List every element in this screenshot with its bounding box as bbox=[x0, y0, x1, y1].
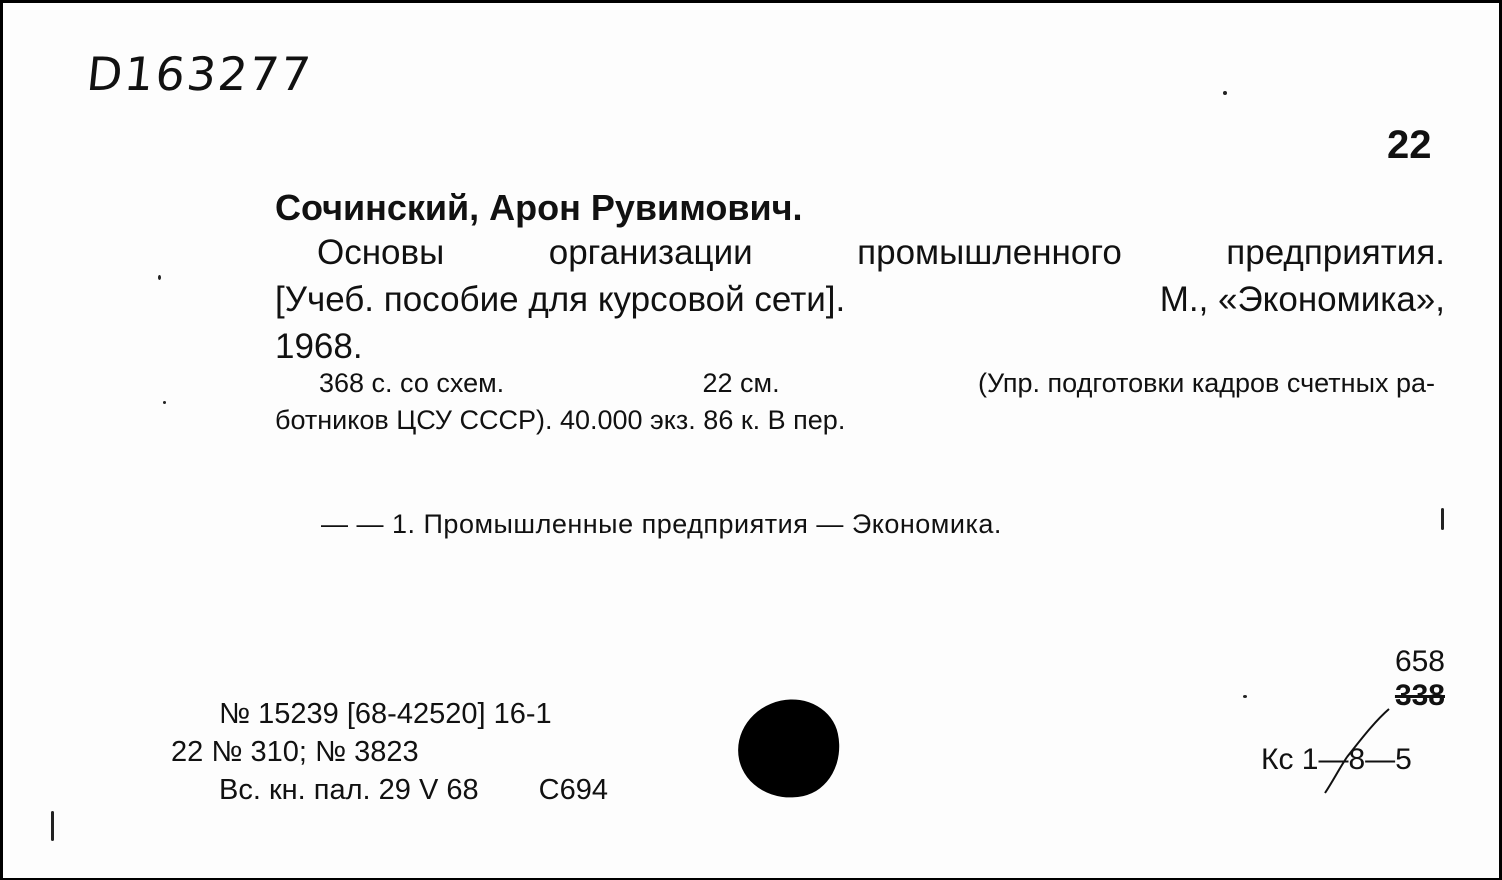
print-code: С694 bbox=[538, 774, 608, 806]
series-note: (Упр. подготовки кадров счетных ра- bbox=[977, 368, 1435, 398]
footer-block bbox=[171, 695, 608, 809]
title-word: организации bbox=[548, 233, 753, 272]
dust-speck bbox=[158, 275, 161, 280]
pen-stroke-mark bbox=[1319, 707, 1399, 797]
publication-year: 1968. bbox=[275, 327, 363, 366]
dust-speck bbox=[1243, 695, 1247, 698]
dust-speck bbox=[163, 401, 166, 404]
shelf-code: Кс 1—8—5 bbox=[1261, 743, 1412, 776]
author-heading: Сочинский, Арон Рувимович. bbox=[275, 187, 803, 228]
footer-line-1: № 15239 [68-42520] 16-1 bbox=[219, 698, 552, 730]
dust-speck bbox=[51, 811, 54, 841]
call-number: 22 bbox=[1387, 123, 1432, 167]
subject-heading: — — 1. Промышленные предприятия — Экономика. bbox=[321, 509, 1002, 539]
shelf-number: 658 bbox=[1394, 645, 1445, 678]
title-line-2 bbox=[275, 276, 1445, 323]
title-line-1 bbox=[275, 229, 1445, 276]
description-line-1 bbox=[275, 365, 1435, 402]
ink-blot bbox=[729, 690, 849, 807]
title-word: Основы bbox=[317, 233, 445, 272]
footer-line-2: 22 № 310; № 3823 bbox=[171, 736, 419, 768]
title-word: предприятия. bbox=[1226, 233, 1445, 272]
registry-date: Вс. кн. пал. 29 V 68 bbox=[219, 774, 479, 806]
book-size: 22 см. bbox=[702, 368, 780, 398]
dust-speck bbox=[1441, 508, 1444, 530]
page-count: 368 с. со схем. bbox=[319, 368, 505, 398]
title-block bbox=[275, 229, 1445, 370]
dust-speck bbox=[1223, 91, 1227, 95]
handwritten-inventory-number: D163277 bbox=[84, 47, 315, 101]
shelf-number-struck: 338 bbox=[1394, 679, 1445, 712]
description-line-2: ботников ЦСУ СССР). 40.000 экз. 86 к. В пер. bbox=[275, 405, 846, 435]
title-word: промышленного bbox=[857, 233, 1122, 272]
publisher-imprint: М., «Экономика», bbox=[1159, 280, 1445, 319]
physical-description bbox=[275, 365, 1435, 439]
footer-line-3 bbox=[171, 771, 608, 809]
title-subtitle: [Учеб. пособие для курсовой сети]. bbox=[275, 280, 846, 319]
